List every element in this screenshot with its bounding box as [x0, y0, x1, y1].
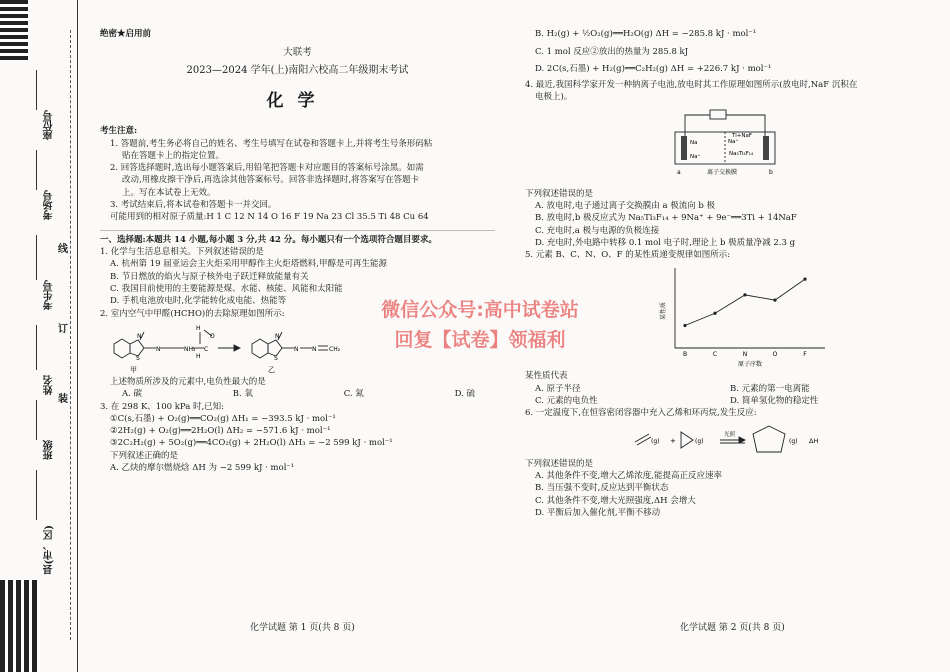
- watermark: [310, 295, 650, 356]
- svg-text:O: O: [210, 332, 215, 340]
- secret-mark: 绝密★启用前: [100, 29, 152, 39]
- footer-right: 化学试题 第 2 页(共 8 页): [680, 623, 785, 633]
- name-label: 姓名: [44, 375, 55, 395]
- cut-mark-ding: 订: [58, 324, 68, 335]
- atomic-masses: 可能用到的相对原子质量:H 1 C 12 N 14 O 16 F 19 Na 23 Cl 35.5 Ti 48 Cu 64: [110, 212, 429, 223]
- seat-label: 座位号: [44, 110, 55, 140]
- examno-label: 考生号: [44, 280, 55, 310]
- q3-eq2: ②2H₂(g) + O₂(g)══2H₂O(l) ΔH₂ = −571.6 kJ · mol⁻¹: [110, 426, 331, 437]
- q4-stem: 4. 最近,我国科学家开发一种钠离子电池,放电时其工作原理如图所示(放电时,NaF 沉积在: [525, 79, 858, 90]
- x-axis-label: 原子序数: [737, 361, 763, 369]
- notice-heading: 考生注意:: [100, 126, 138, 137]
- watermark-line-1: 微信公众号:高中试卷站: [381, 299, 579, 321]
- q5-option-b: B. 元素的第一电离能: [730, 383, 810, 394]
- q3-option-a: A. 乙炔的摩尔燃烧焓 ΔH 为 −2 599 kJ · mol⁻¹: [110, 463, 295, 474]
- subject-title: 化学: [266, 90, 329, 111]
- county-label: 县(市、区): [44, 525, 55, 575]
- svg-text:H: H: [196, 324, 201, 332]
- fig-a: a: [677, 168, 681, 176]
- svg-text:N: N: [275, 332, 280, 340]
- q2-option-b: B. 氧: [232, 389, 253, 400]
- q5-option-c: C. 元素的电负性: [535, 396, 598, 407]
- x-tick-label-C: C: [712, 351, 718, 359]
- q2-option-a: A. 碳: [122, 389, 143, 400]
- q1-option-c: C. 我国目前使用的主要能源是煤、水能、核能、风能和太阳能: [110, 283, 343, 294]
- q5-ask: 某性质代表: [525, 371, 568, 382]
- svg-text:N: N: [294, 345, 299, 353]
- q5-option-a: A. 原子半径: [535, 383, 581, 394]
- q2-ask: 上述物质所涉及的元素中,电负性最大的是: [110, 376, 266, 387]
- q5-options-row1: [525, 383, 925, 395]
- left-column: [100, 28, 495, 474]
- room-label: 考场号: [44, 190, 55, 220]
- right-column: [525, 28, 925, 519]
- fig-membrane: 离子交换膜: [707, 168, 738, 176]
- svg-text:N: N: [137, 332, 142, 340]
- data-point-O: [773, 299, 776, 302]
- notice-line-6: 3. 考试结束后,将本试卷和答题卡一并交回。: [110, 200, 277, 211]
- county-line: [36, 470, 37, 520]
- seat-line: [36, 70, 37, 110]
- q6-option-b: B. 当压强不变时,反应达到平衡状态: [535, 483, 669, 494]
- svg-text:C: C: [204, 345, 209, 353]
- rxn-light: 光照: [724, 431, 736, 438]
- x-tick-label-B: B: [682, 351, 688, 359]
- q6-ask: 下列叙述错误的是: [525, 458, 594, 469]
- exam-title: 2023—2024 学年(上)南阳六校高二年级期末考试: [186, 65, 409, 77]
- svg-text:H: H: [196, 352, 201, 360]
- fig-natif: Na₃Ti₂F₁₄: [729, 150, 754, 157]
- q6-option-c: C. 其他条件不变,增大光照强度,ΔH 会增大: [535, 495, 696, 506]
- fig-naplus-mid: Na⁺: [728, 138, 739, 145]
- q3-option-d: D. 2C(s,石墨) + H₂(g)══C₂H₂(g) ΔH = +226.7 kJ · mol⁻¹: [535, 63, 772, 74]
- data-point-F: [803, 278, 806, 281]
- svg-text:CH₂: CH₂: [329, 345, 341, 353]
- barcode-top: [0, 0, 28, 60]
- class-label: 班级: [44, 440, 55, 460]
- electrode-b: [763, 136, 769, 160]
- q4-option-d: D. 充电时,外电路中转移 0.1 mol 电子时,理论上 b 极质量净减 2.3 g: [535, 237, 796, 248]
- data-point-N: [743, 294, 746, 297]
- q5-options-row2: [525, 395, 925, 407]
- binding-strip: [0, 0, 78, 672]
- q6-option-d: D. 平衡后加入催化剂,平衡不移动: [535, 507, 661, 518]
- chart-marks: [683, 278, 807, 358]
- section-1-heading: 一、选择题:本题共 14 小题,每小题 3 分,共 42 分。每小题只有一个选项符合题目要求。: [100, 230, 495, 246]
- fig-na: Na: [690, 139, 698, 146]
- rxn-g-2: (g): [695, 437, 704, 445]
- q6-option-a: A. 其他条件不变,增大乙烯浓度,能提高正反应速率: [535, 471, 722, 481]
- q1-option-d: D. 手机电池放电时,化学能转化成电能、热能等: [110, 296, 287, 307]
- svg-text:S: S: [136, 354, 140, 362]
- q4-option-b: B. 放电时,b 极反应式为 Na₅Ti₃F₁₄ + 9Na⁺ + 9e⁻══3Ti + 14NaF: [535, 213, 797, 224]
- q2-option-c: C. 氮: [343, 389, 364, 400]
- cut-line: [70, 30, 71, 640]
- q4-stem-2: 电极上)。: [535, 92, 573, 103]
- q5-stem: 5. 元素 B、C、N、O、F 的某性质递变规律如图所示:: [525, 250, 731, 261]
- rxn-g-1: (g): [651, 437, 660, 445]
- rxn-plus: +: [670, 436, 676, 445]
- q2-option-d: D. 硫: [454, 389, 475, 400]
- svg-text:N: N: [156, 345, 161, 353]
- fig-naplus-left: Na⁺: [690, 153, 701, 160]
- electrode-a: [681, 136, 687, 160]
- class-line: [36, 400, 37, 440]
- q3-eq3: ③2C₂H₂(g) + 5O₂(g)══4CO₂(g) + 2H₂O(l) ΔH₃ = −2 599 kJ · mol⁻¹: [110, 438, 393, 449]
- cut-mark-zhuang: 装: [58, 394, 68, 405]
- label-jia: 甲: [130, 365, 137, 374]
- exam-org: 大联考: [283, 47, 312, 59]
- examno-line: [36, 235, 37, 280]
- svg-text:N: N: [312, 345, 317, 353]
- data-point-C: [713, 312, 716, 315]
- q4-ask: 下列叙述错误的是: [525, 188, 594, 199]
- notice-line-3: 2. 回答选择题时,选出每小题答案后,用铅笔把答题卡对应题目的答案标号涂黑。如需: [110, 163, 424, 174]
- rxn-g-3: (g): [789, 437, 798, 445]
- q4-option-a: A. 放电时,电子通过离子交换膜由 a 极流向 b 极: [535, 200, 716, 211]
- x-tick-label-O: O: [772, 351, 778, 359]
- q3-stem: 3. 在 298 K、100 kPa 时,已知:: [100, 401, 225, 412]
- footer-left: 化学试题 第 1 页(共 8 页): [250, 623, 355, 633]
- q5-option-d: D. 简单氢化物的稳定性: [730, 396, 819, 407]
- fig-ti: Ti+NaF: [732, 132, 752, 139]
- svg-text:NH₂: NH₂: [184, 345, 196, 353]
- q3-eq1: ①C(s,石墨) + O₂(g)══CO₂(g) ΔH₁ = −393.5 kJ · mol⁻¹: [110, 413, 336, 424]
- q2-options: [100, 388, 495, 400]
- watermark-line-2: 回复【试卷】领福利: [394, 329, 566, 352]
- x-tick-label-N: N: [742, 351, 748, 359]
- q1-option-a: A. 杭州第 19 届亚运会主火炬采用甲醇作主火炬塔燃料,甲醇是可再生能源: [110, 259, 387, 270]
- name-line: [36, 325, 37, 370]
- q3-ask: 下列叙述正确的是: [110, 450, 179, 461]
- room-line: [36, 150, 37, 190]
- cycloaddition-reaction: [525, 422, 925, 456]
- label-yi: 乙: [268, 365, 275, 374]
- series-line: [685, 280, 805, 326]
- q6-stem: 6. 一定温度下,在恒容密闭容器中充入乙烯和环丙烷,发生反应:: [525, 408, 757, 419]
- q4-figure: [525, 106, 925, 186]
- barcode-bottom: [0, 580, 40, 672]
- notice-line-2: 贴在答题卡上的指定位置。: [122, 150, 225, 161]
- battery-diagram: [525, 106, 925, 186]
- q1-stem: 1. 化学与生活息息相关。下列叙述错误的是: [100, 247, 264, 258]
- notice-line-1: 1. 答题前,考生务必将自己的姓名、考生号填写在试卷和答题卡上,并将考生号条形码粘: [110, 138, 433, 149]
- cut-mark-line: 线: [58, 244, 68, 255]
- svg-text:S: S: [274, 354, 278, 362]
- q3-option-c: C. 1 mol 反应②放出的热量为 285.8 kJ: [535, 47, 689, 58]
- q3-option-b: B. H₂(g) + ½O₂(g)══H₂O(g) ΔH = −285.8 kJ · mol⁻¹: [535, 29, 757, 39]
- x-tick-label-F: F: [803, 351, 807, 359]
- q4-option-c: C. 充电时,a 极与电源的负极连接: [535, 225, 660, 236]
- notice-line-5: 上。写在本试卷上无效。: [122, 187, 216, 198]
- data-point-B: [683, 324, 686, 327]
- q2-stem: 2. 室内空气中甲醛(HCHO)的去除原理如图所示:: [100, 308, 285, 319]
- notice-line-4: 改动,用橡皮擦干净后,再选涂其他答案标号。回答非选择题时,将答案写在答题卡: [122, 175, 420, 186]
- y-axis-label: 某性质: [660, 302, 667, 321]
- q6-figure: [525, 422, 925, 456]
- fig-b: b: [769, 168, 773, 176]
- rxn-dh: ΔH: [809, 436, 819, 445]
- q1-option-b: B. 节日燃放的焰火与原子核外电子跃迁释放能量有关: [110, 271, 309, 282]
